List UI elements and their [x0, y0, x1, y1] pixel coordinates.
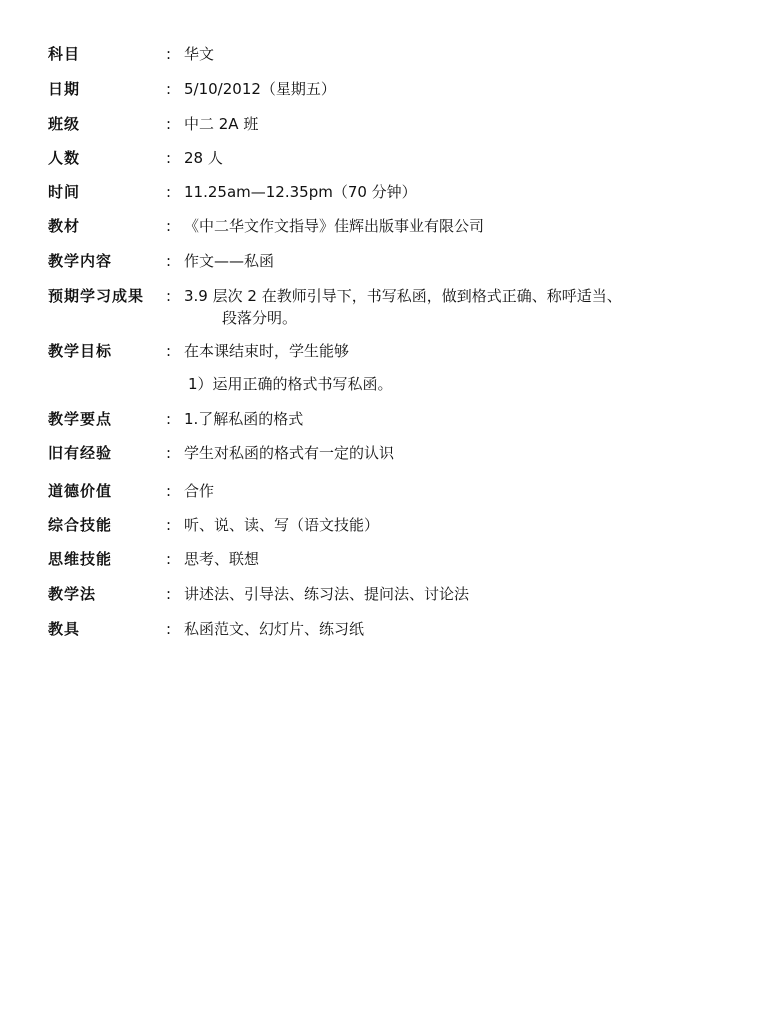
- field-value: 11.25am—12.35pm（70 分钟）: [184, 183, 417, 201]
- field-colon: :: [166, 550, 172, 568]
- field-label: 教具: [48, 620, 81, 638]
- field-label: 教材: [48, 217, 81, 235]
- field-value: 学生对私函的格式有一定的认识: [184, 444, 395, 462]
- field-value: 听、说、读、写（语文技能）: [184, 516, 380, 534]
- field-value-line: 3.9 层次 2 在教师引导下，书写私函，做到格式正确、称呼适当、: [184, 287, 622, 305]
- field-colon: :: [166, 482, 172, 500]
- field-value: 作文——私函: [184, 252, 275, 270]
- field-colon: :: [166, 252, 172, 270]
- field-label: 时间: [48, 183, 81, 201]
- field-label: 教学要点: [48, 410, 113, 428]
- field-value: 思考、联想: [184, 550, 260, 568]
- field-value: 28 人: [184, 149, 223, 167]
- field-colon: :: [166, 287, 172, 305]
- field-colon: :: [166, 115, 172, 133]
- field-value: 5/10/2012（星期五）: [184, 80, 336, 98]
- field-colon: :: [166, 342, 172, 360]
- field-label: 教学法: [48, 585, 97, 603]
- field-colon: :: [166, 444, 172, 462]
- field-value: 中二 2A 班: [184, 115, 259, 133]
- field-label: 教学目标: [48, 342, 113, 360]
- field-value: 1.了解私函的格式: [184, 410, 304, 428]
- field-label: 综合技能: [48, 516, 113, 534]
- field-colon: :: [166, 217, 172, 235]
- field-label: 旧有经验: [48, 444, 113, 462]
- field-colon: :: [166, 620, 172, 638]
- field-label: 科目: [48, 45, 81, 63]
- field-value: 在本课结束时，学生能够: [184, 342, 350, 360]
- field-label: 日期: [48, 80, 81, 98]
- field-value: [184, 286, 744, 328]
- field-label: 教学内容: [48, 252, 113, 270]
- field-colon: :: [166, 149, 172, 167]
- field-colon: :: [166, 410, 172, 428]
- field-value: 华文: [184, 45, 215, 63]
- field-colon: :: [166, 585, 172, 603]
- field-value-line-2: 段落分明。: [222, 309, 298, 327]
- field-colon: :: [166, 45, 172, 63]
- field-value: 讲述法、引导法、练习法、提问法、讨论法: [184, 585, 470, 603]
- field-colon: :: [166, 183, 172, 201]
- field-value: 《中二华文作文指导》佳辉出版事业有限公司: [184, 217, 485, 235]
- field-colon: :: [166, 80, 172, 98]
- field-label: 人数: [48, 149, 81, 167]
- field-label: 预期学习成果: [48, 287, 145, 305]
- field-label: 道德价值: [48, 482, 113, 500]
- field-value: 合作: [184, 482, 215, 500]
- field-label: 思维技能: [48, 550, 113, 568]
- field-colon: :: [166, 516, 172, 534]
- field-label: 班级: [48, 115, 81, 133]
- field-value: 私函范文、幻灯片、练习纸: [184, 620, 365, 638]
- objective-item: 1）运用正确的格式书写私函。: [188, 375, 393, 393]
